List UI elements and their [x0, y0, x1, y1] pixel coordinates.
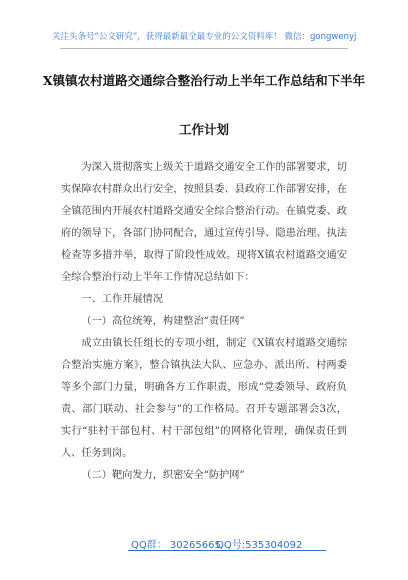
header-banner: 关注头条号“公文研究”，获得最新最全最专业的公文资料库！ 微信：gongwenyj — [52, 32, 357, 42]
footer-qq-number: QQ号:535304092 — [216, 540, 303, 551]
subsection-heading-2: （二）靶向发力，织密安全“防护网” — [81, 470, 245, 481]
footer-qq-group: QQ群： 30265665 — [131, 540, 221, 551]
section-heading: 一、工作开展情况 — [81, 294, 163, 305]
subsection-heading-1: （一）高位统筹，构建整治“责任网” — [81, 316, 245, 327]
document-title-line1: X镇镇农村道路交通综合整治行动上半年工作总结和下半年 — [42, 73, 366, 88]
document-body — [61, 157, 347, 487]
intro-paragraph: 为深入贯彻落实上级关于道路交通安全工作的部署要求，切实保障农村群众出行安全，按照县委、县政府工作部署安排，在全镇范围内开展农村道路交通安全综合整治行动。在镇党委、政府的领导下，各部门协同配合，通过宣传引导、隐患治理、执法检查等多措并举，取得了阶段性成效。现将X镇农村道路交通安全综合整治行动上半年工作情况总结如下： — [61, 162, 347, 283]
footer-divider — [128, 550, 326, 551]
body-paragraph: 成立由镇长任组长的专项小组，制定《X镇农村道路交通综合整治实施方案》，整合镇执法大队、应急办、派出所、村两委等多个部门力量，明确各方工作职责，形成“党委领导、政府负责、部门联动、社会参与”的工作格局。召开专题部署会3次，实行“驻村干部包村、村干部包组”的网格化管理，确保责任到人、任务到岗。 — [61, 338, 347, 459]
header-divider — [60, 48, 348, 49]
document-title-line2: 工作计划 — [178, 122, 229, 137]
